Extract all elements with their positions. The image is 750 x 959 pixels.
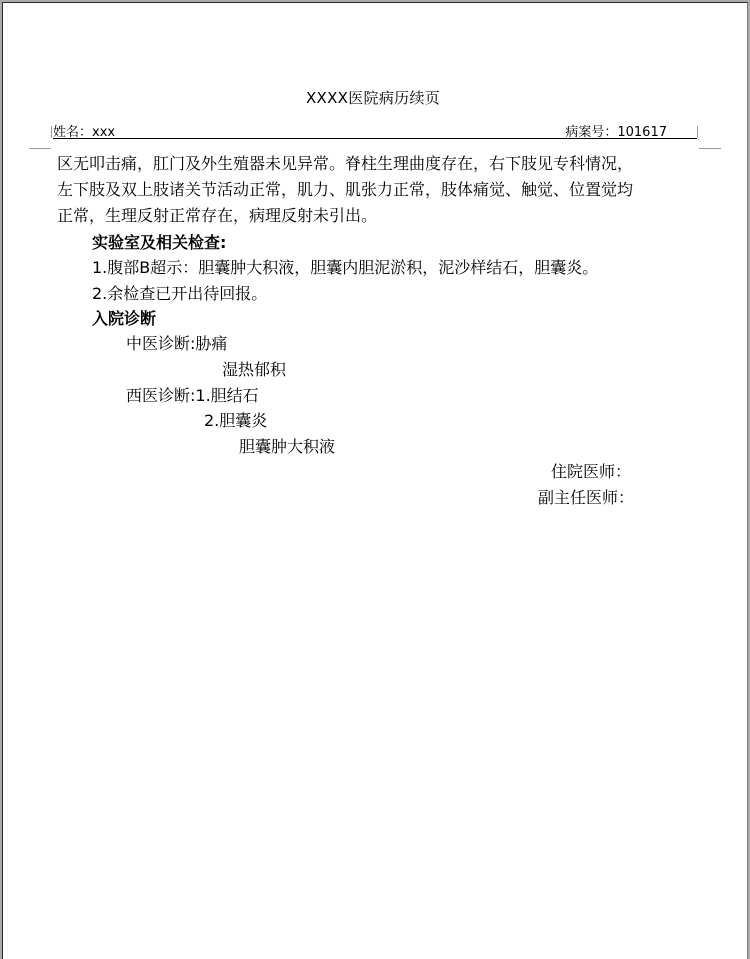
crop-mark xyxy=(699,148,721,149)
body-text-line: 正常，生理反射正常存在，病理反射未引出。 xyxy=(57,206,378,225)
tcm-diagnosis: 中医诊断:胁痛 xyxy=(126,334,228,353)
tcm-syndrome: 湿热郁积 xyxy=(222,360,287,379)
crop-mark xyxy=(29,148,51,149)
body-text-line: 左下肢及双上肢诸关节活动正常，肌力、肌张力正常，肢体痛觉、触觉、位置觉均 xyxy=(57,180,634,199)
header-rule xyxy=(53,138,697,139)
crop-mark xyxy=(697,126,698,138)
crop-mark xyxy=(51,126,52,138)
document-title: XXXX医院病历续页 xyxy=(305,89,441,107)
document-page xyxy=(2,2,748,959)
lab-heading: 实验室及相关检查: xyxy=(92,233,227,252)
western-diagnosis: 胆囊肿大积液 xyxy=(239,437,336,456)
patient-name: 姓名：xxx xyxy=(53,125,116,140)
body-text-line: 区无叩击痛，肛门及外生殖器未见异常。脊柱生理曲度存在，右下肢见专科情况， xyxy=(57,154,634,173)
lab-item: 1.腹部B超示：胆囊肿大积液，胆囊内胆泥淤积，泥沙样结石，胆囊炎。 xyxy=(92,258,599,277)
associate-chief-signature-label: 副主任医师： xyxy=(538,488,635,507)
admission-heading: 入院诊断 xyxy=(92,309,157,328)
western-diagnosis: 西医诊断:1.胆结石 xyxy=(126,386,259,405)
resident-signature-label: 住院医师： xyxy=(551,462,632,481)
lab-item: 2.余检查已开出待回报。 xyxy=(92,284,268,303)
record-number: 病案号：101617 xyxy=(565,125,667,140)
western-diagnosis: 2.胆囊炎 xyxy=(204,411,268,430)
